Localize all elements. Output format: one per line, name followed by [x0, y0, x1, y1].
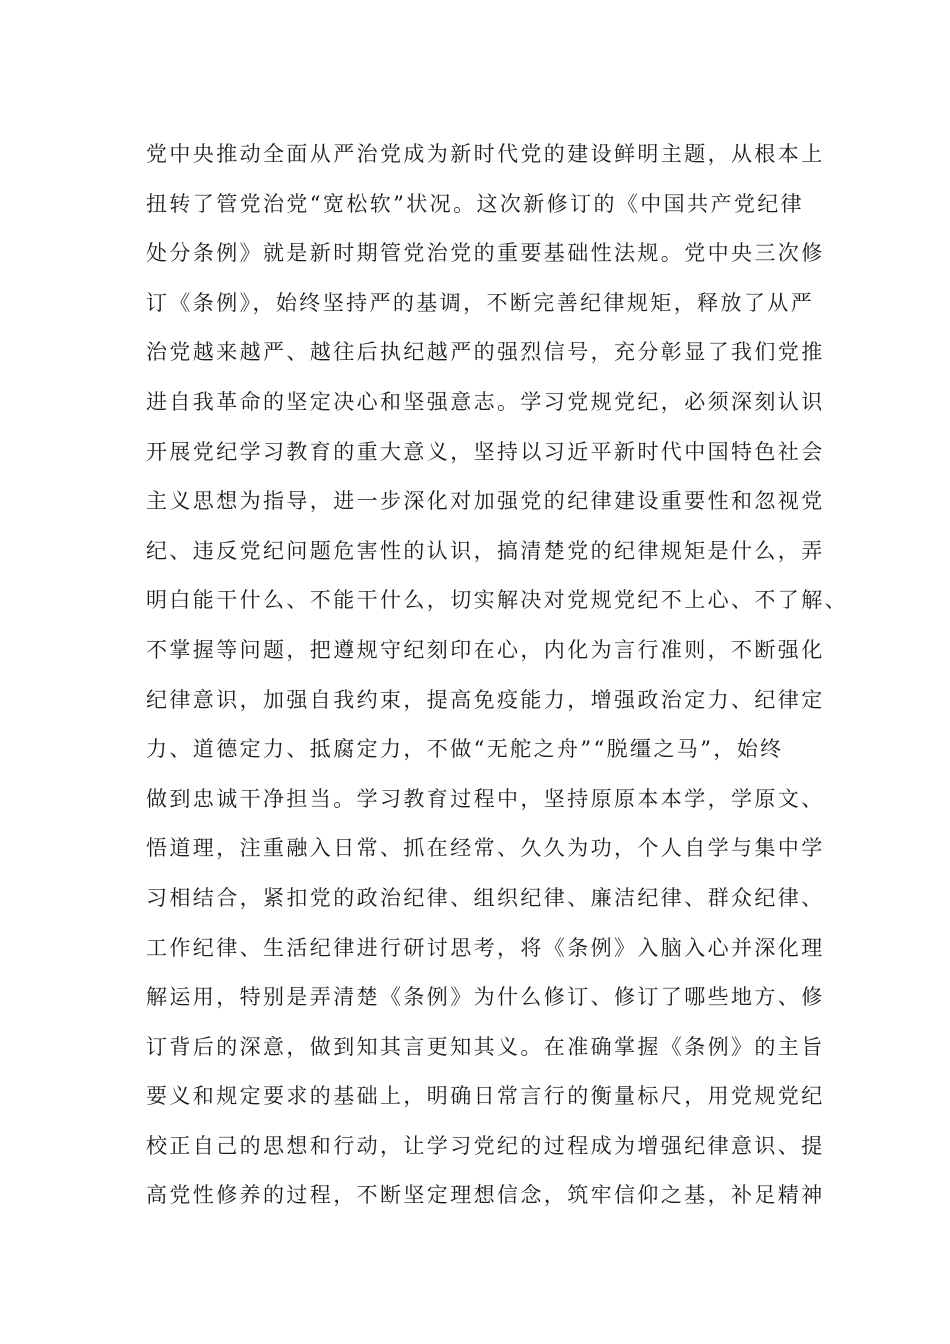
text-line: 扭转了管党治党“宽松软”状况。这次新修订的《中国共产党纪律 [146, 191, 805, 216]
text-line: 订《条例》，始终坚持严的基调，不断完善纪律规矩，释放了从严 [146, 290, 815, 315]
text-line: 进自我革命的坚定决心和坚强意志。学习党规党纪，必须深刻认识 [146, 389, 825, 414]
body-paragraph [146, 130, 846, 1221]
text-line: 订背后的深意，做到知其言更知其义。在准确掌握《条例》的主旨 [146, 1034, 825, 1059]
text-line: 工作纪律、生活纪律进行研讨思考，将《条例》入脑入心并深化理 [146, 935, 825, 960]
text-line: 主义思想为指导，进一步深化对加强党的纪律建设重要性和忽视党 [146, 489, 825, 514]
text-line: 纪律意识，加强自我约束，提高免疫能力，增强政治定力、纪律定 [146, 687, 825, 712]
text-line: 校正自己的思想和行动，让学习党纪的过程成为增强纪律意识、提 [146, 1133, 825, 1158]
text-line: 治党越来越严、越往后执纪越严的强烈信号，充分彰显了我们党推 [146, 340, 825, 365]
text-line: 悟道理，注重融入日常、抓在经常、久久为功，个人自学与集中学 [146, 836, 825, 861]
text-line: 纪、违反党纪问题危害性的认识，搞清楚党的纪律规矩是什么，弄 [146, 538, 825, 563]
text-line: 党中央推动全面从严治党成为新时代党的建设鲜明主题，从根本上 [146, 142, 825, 166]
text-line: 要义和规定要求的基础上，明确日常言行的衡量标尺，用党规党纪 [146, 1084, 825, 1109]
text-line: 力、道德定力、抵腐定力，不做“无舵之舟”“脱缰之马”，始终 [146, 737, 784, 762]
text-line: 做到忠诚干净担当。学习教育过程中，坚持原原本本学，学原文、 [146, 786, 825, 811]
text-line: 开展党纪学习教育的重大意义，坚持以习近平新时代中国特色社会 [146, 439, 825, 464]
text-line: 不掌握等问题，把遵规守纪刻印在心，内化为言行准则，不断强化 [146, 637, 825, 662]
text-line: 明白能干什么、不能干什么，切实解决对党规党纪不上心、不了解、 [146, 588, 848, 613]
text-line: 解运用，特别是弄清楚《条例》为什么修订、修订了哪些地方、修 [146, 985, 825, 1010]
text-line: 高党性修养的过程，不断坚定理想信念，筑牢信仰之基，补足精神 [146, 1183, 825, 1208]
text-line: 习相结合，紧扣党的政治纪律、组织纪律、廉洁纪律、群众纪律、 [146, 885, 825, 910]
text-line: 处分条例》就是新时期管党治党的重要基础性法规。党中央三次修 [146, 241, 825, 266]
